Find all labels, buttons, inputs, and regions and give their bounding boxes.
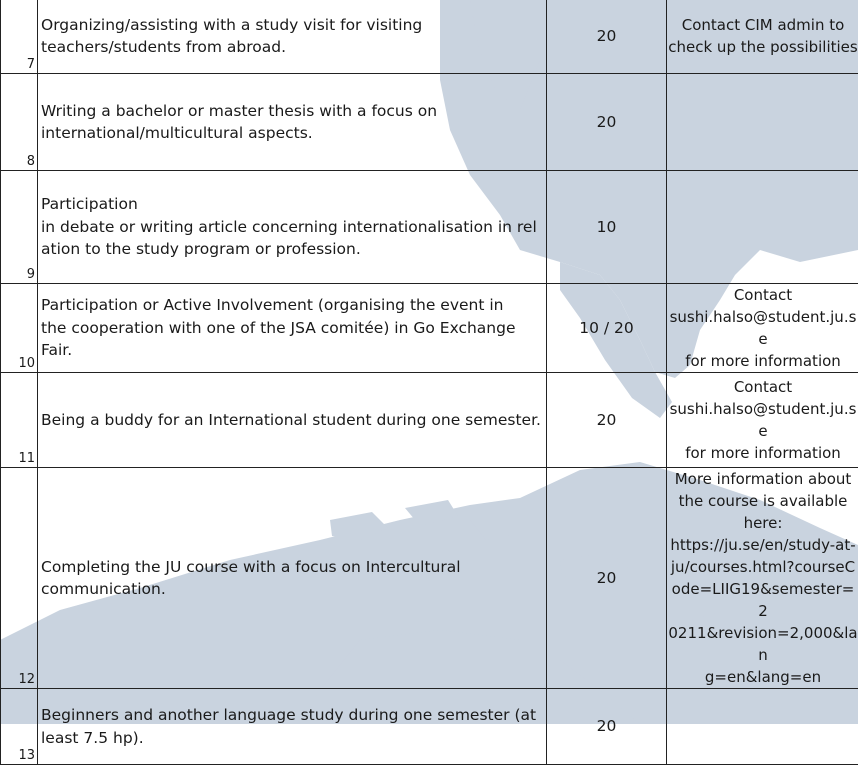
row-note: Contact sushi.halso@student.ju.se for more information	[667, 373, 858, 468]
table-row	[1, 171, 858, 284]
row-points: 20	[547, 689, 667, 765]
row-description: Participation in debate or writing article concerning internationalisation in rel ation to the study program or profession.	[38, 171, 547, 284]
row-number: 7	[1, 0, 38, 74]
table-row	[1, 689, 858, 765]
row-number: 12	[1, 468, 38, 689]
row-note	[667, 171, 858, 284]
row-description: Organizing/assisting with a study visit for visiting teachers/students from abroad.	[38, 0, 547, 74]
row-number: 13	[1, 689, 38, 765]
row-points: 20	[547, 74, 667, 171]
row-points: 20	[547, 468, 667, 689]
row-description: Beginners and another language study during one semester (at least 7.5 hp).	[38, 689, 547, 765]
row-description: Being a buddy for an International student during one semester.	[38, 373, 547, 468]
row-number: 8	[1, 74, 38, 171]
row-description: Writing a bachelor or master thesis with a focus on international/multicultural aspects.	[38, 74, 547, 171]
row-description: Completing the JU course with a focus on Intercultural communication.	[38, 468, 547, 689]
table-row	[1, 0, 858, 74]
row-points: 10 / 20	[547, 284, 667, 373]
row-number: 11	[1, 373, 38, 468]
table-row	[1, 373, 858, 468]
row-note: Contact CIM admin to check up the possibilities	[667, 0, 858, 74]
row-number: 10	[1, 284, 38, 373]
row-note	[667, 689, 858, 765]
row-note	[667, 74, 858, 171]
table-row	[1, 74, 858, 171]
row-description: Participation or Active Involvement (organising the event in the cooperation with one of the JSA comitée) in Go Exchange Fair.	[38, 284, 547, 373]
table-row	[1, 468, 858, 689]
row-note: Contact sushi.halso@student.ju.se for more information	[667, 284, 858, 373]
row-points: 20	[547, 373, 667, 468]
row-note: More information about the course is available here: https://ju.se/en/study-at- ju/courses.html?courseC ode=LIIG19&semester=2 0211&revision=2,000&lan g=en&lang=en	[667, 468, 858, 689]
row-points: 10	[547, 171, 667, 284]
table-row	[1, 284, 858, 373]
row-points: 20	[547, 0, 667, 74]
row-number: 9	[1, 171, 38, 284]
